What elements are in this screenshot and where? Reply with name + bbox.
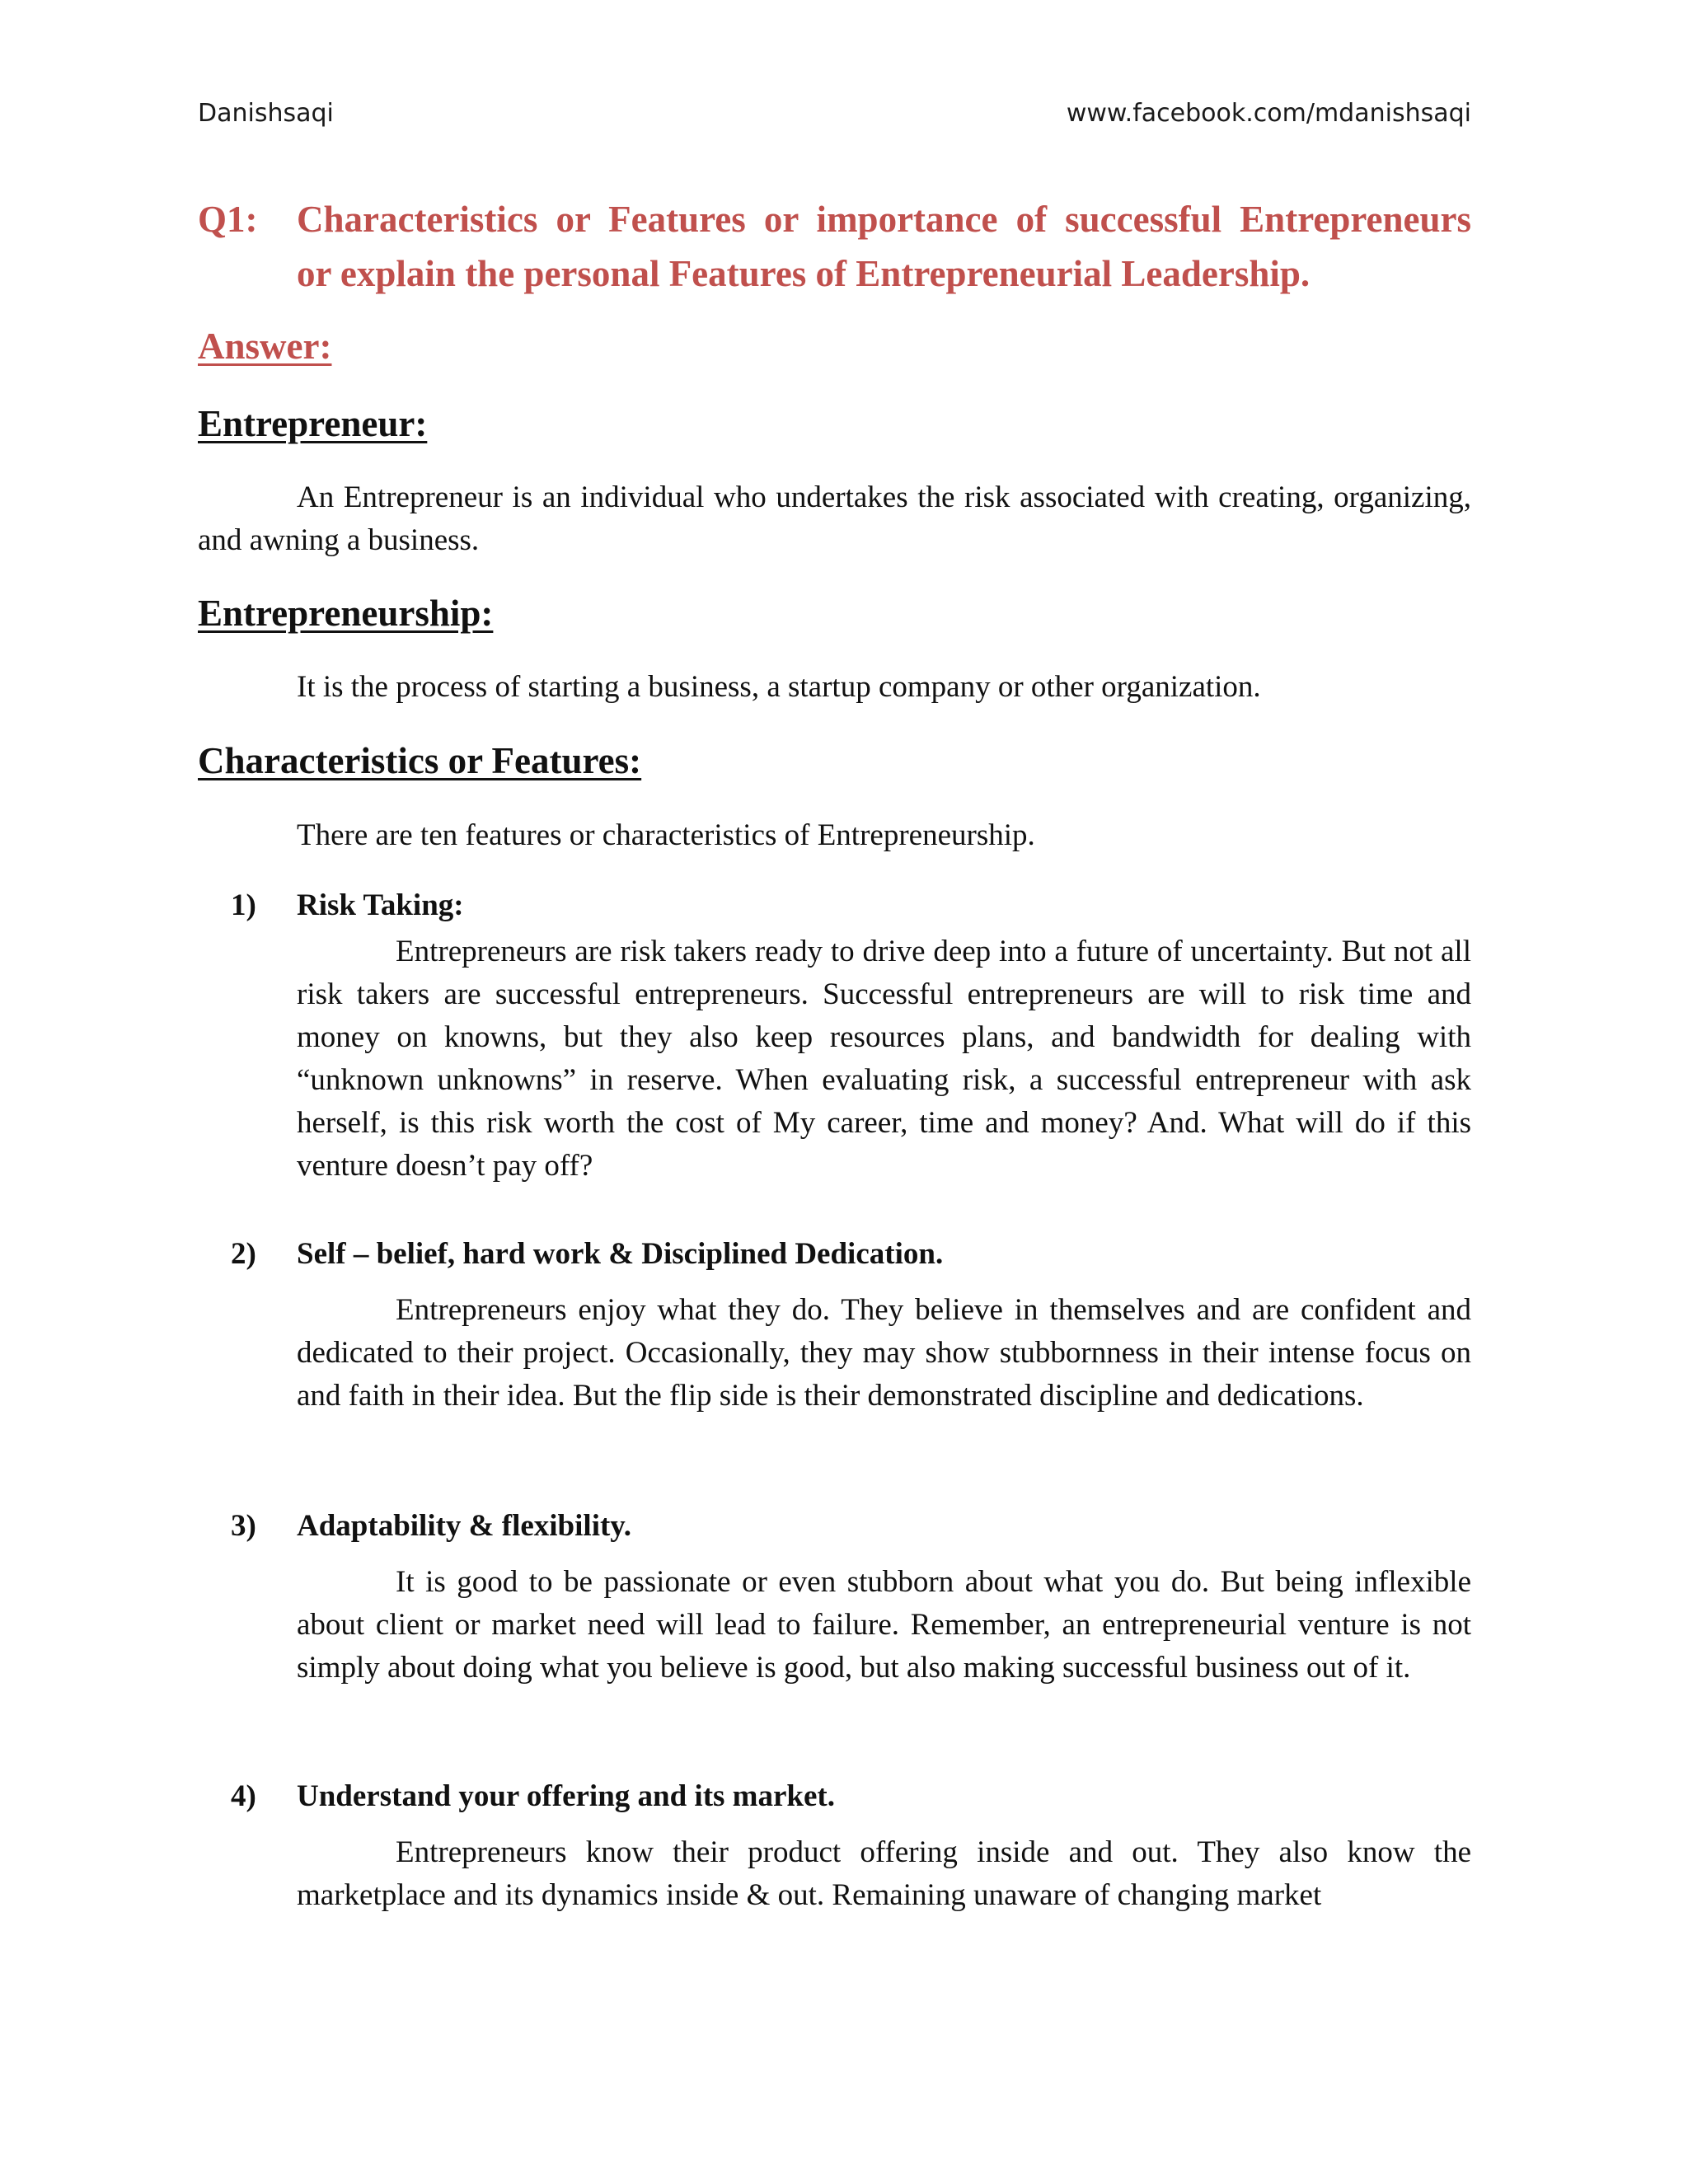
- header-author: Danishsaqi: [198, 99, 334, 128]
- entrepreneur-definition: [198, 476, 1471, 562]
- item-number: 2): [231, 1237, 256, 1271]
- question-text: [297, 192, 1471, 301]
- entrepreneurship-definition: It is the process of starting a business, a startup company or other organization.: [297, 670, 1261, 704]
- characteristics-intro: There are ten features or characteristics of Entrepreneurship.: [297, 818, 1035, 852]
- item-body-text: Entrepreneurs enjoy what they do. They believe in themselves and are confident and dedicated to their project. Occasionally, they may show stubbornness in their intense focus on and faith in their idea. But the flip side is their demonstrated discipline and dedications.: [297, 1293, 1471, 1413]
- item-title: [231, 1508, 631, 1544]
- item-body: [297, 930, 1471, 1188]
- item-number: 4): [231, 1779, 256, 1813]
- item-title-text: Understand your offering and its market.: [297, 1779, 835, 1813]
- item-title-text: Self – belief, hard work & Disciplined Dedication.: [297, 1237, 944, 1271]
- item-body: [297, 1831, 1471, 1917]
- item-body: [297, 1561, 1471, 1690]
- entrepreneur-heading: Entrepreneur:: [198, 403, 428, 444]
- item-body-text: Entrepreneurs know their product offering inside and out. They also know the marketplace and its dynamics inside & out. Remaining unaware of changing market: [297, 1835, 1471, 1912]
- characteristics-heading: Characteristics or Features:: [198, 740, 642, 781]
- item-title-text: Adaptability & flexibility.: [297, 1509, 632, 1543]
- question-line-2: or explain the personal Features of Entrepreneurial Leadership.: [297, 253, 1311, 294]
- page-header: [198, 99, 1471, 135]
- item-title: [231, 888, 464, 923]
- item-title: [231, 1779, 835, 1814]
- item-title: [231, 1236, 943, 1272]
- header-link: www.facebook.com/mdanishsaqi: [1066, 99, 1471, 128]
- item-body-text: It is good to be passionate or even stubborn about what you do. But being inflexible about client or market need will lead to failure. Remember, an entrepreneurial venture is not simply about doing what you believe is good, but also making successful business out of it.: [297, 1565, 1471, 1685]
- entrepreneurship-heading: Entrepreneurship:: [198, 593, 494, 634]
- item-body-text: Entrepreneurs are risk takers ready to drive deep into a future of uncertainty. But not all risk takers are successful entrepreneurs. Successful entrepreneurs are will to risk time and money on knowns, but they also keep resources plans, and bandwidth for dealing with “unknown unknowns” in reserve. When evaluating risk, a successful entrepreneur with ask herself, is this risk worth the cost of My career, time and money? And. What will do if this venture doesn’t pay off?: [297, 935, 1471, 1183]
- item-number: 1): [231, 888, 256, 922]
- entrepreneur-definition-text: An Entrepreneur is an individual who undertakes the risk associated with creating, organizing, and awning a business.: [198, 480, 1471, 557]
- item-number: 3): [231, 1509, 256, 1543]
- item-body: [297, 1289, 1471, 1418]
- question-line-1: Characteristics or Features or importance of successful Entrepreneurs: [297, 199, 1471, 240]
- question-number: Q1:: [198, 199, 258, 240]
- answer-label: Answer:: [198, 326, 332, 367]
- item-title-text: Risk Taking:: [297, 888, 464, 922]
